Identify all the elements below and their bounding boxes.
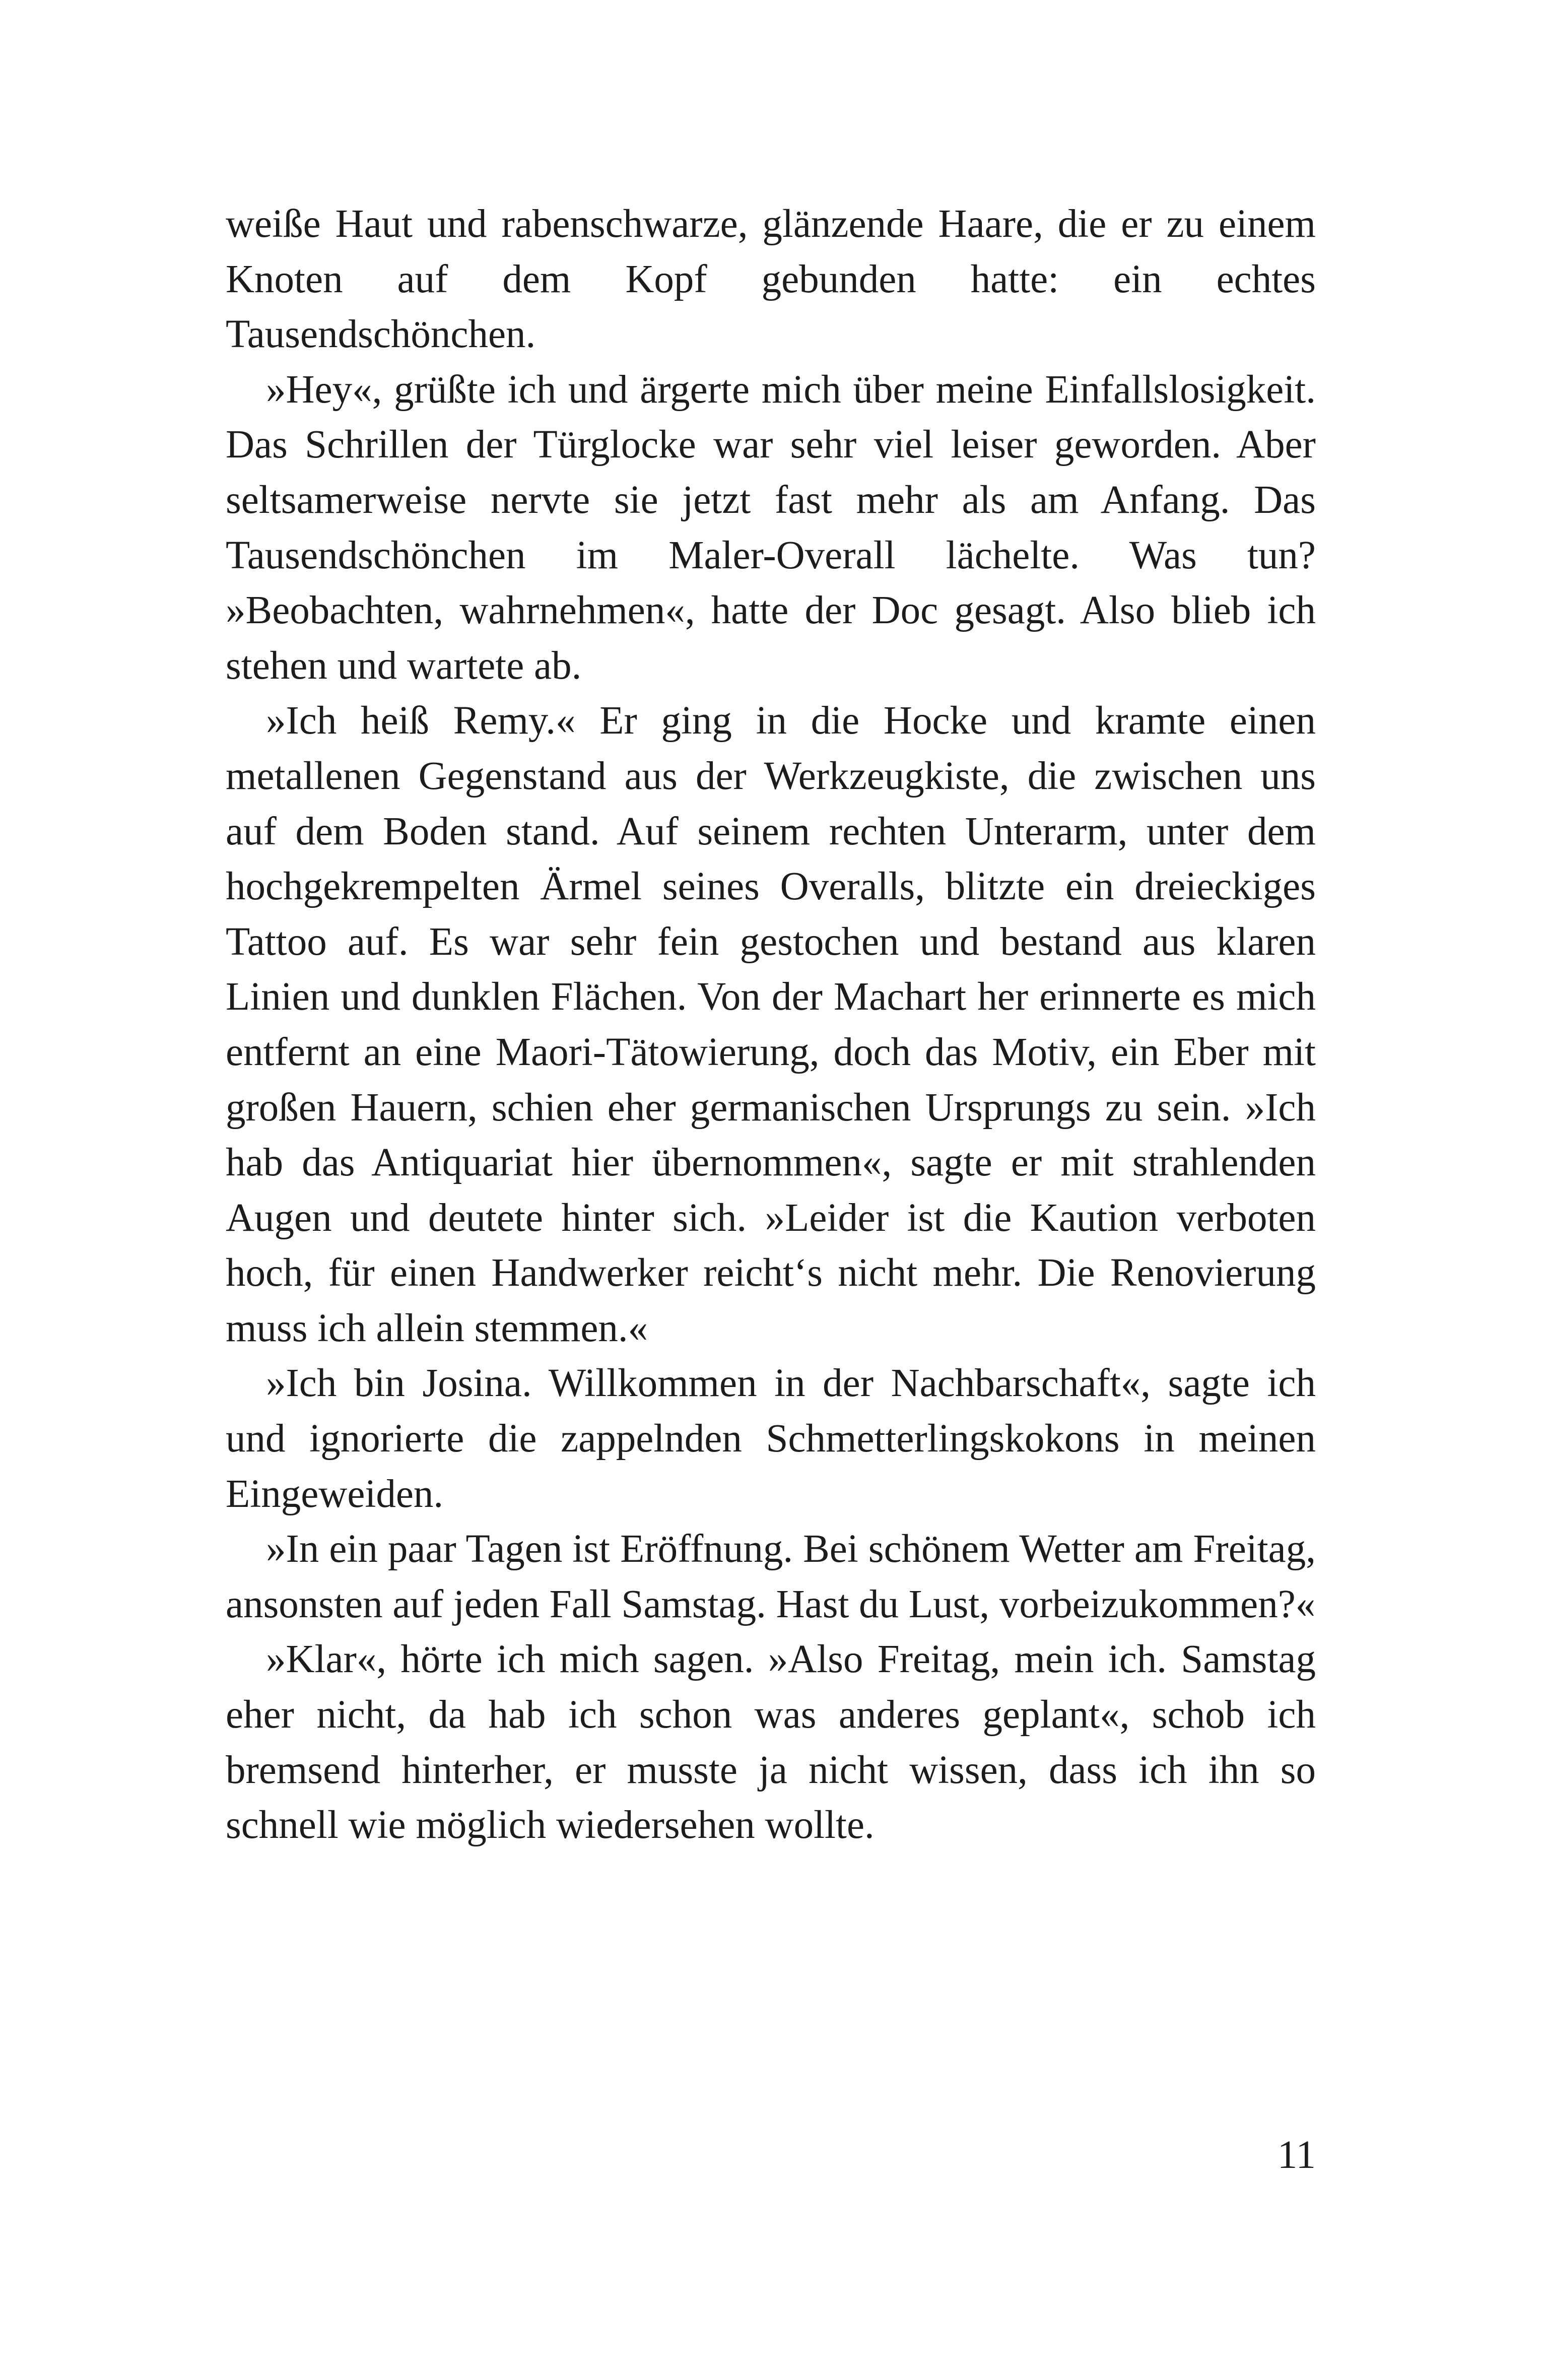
paragraph-eroeffnung: »In ein paar Tagen ist Eröffnung. Bei schönem Wetter am Freitag, ansonsten auf jeden Fall Samstag. Hast du Lust, vorbeizukommen?« bbox=[226, 1527, 1316, 1626]
paragraph-klar: »Klar«, hörte ich mich sagen. »Also Freitag, mein ich. Samstag eher nicht, da hab ich schon was anderes geplant«, schob ich bremsend hinterher, er musste ja nicht wissen, dass ich ihn so schnell wie möglich wiedersehen wollte. bbox=[226, 1637, 1316, 1847]
page-number: 11 bbox=[1277, 2133, 1316, 2177]
paragraph-josina: »Ich bin Josina. Willkommen in der Nachbarschaft«, sagte ich und ignorierte die zappelnden Schmetterlingskokons in meinen Eingeweiden. bbox=[226, 1361, 1316, 1516]
body-text bbox=[226, 196, 1316, 1853]
paragraph-continuation: weiße Haut und rabenschwarze, glänzende Haare, die er zu einem Knoten auf dem Kopf gebunden hatte: ein echtes Tausendschönchen. bbox=[226, 202, 1316, 357]
paragraph-hey: »Hey«, grüßte ich und ärgerte mich über meine Einfallslosigkeit. Das Schrillen der Türglocke war sehr viel leiser geworden. Aber seltsamerweise nervte sie jetzt fast mehr als am Anfang. Das Tausendschönchen im Maler-Overall lächelte. Was tun? »Beobachten, wahrnehmen«, hatte der Doc gesagt. Also blieb ich stehen und wartete ab. bbox=[226, 367, 1316, 688]
paragraph-remy: »Ich heiß Remy.« Er ging in die Hocke und kramte einen metallenen Gegenstand aus der Werkzeugkiste, die zwischen uns auf dem Boden stand. Auf seinem rechten Unterarm, unter dem hochgekrempelten Ärmel seines Overalls, blitzte ein dreieckiges Tattoo auf. Es war sehr fein gestochen und bestand aus klaren Linien und dunklen Flächen. Von der Machart her erinnerte es mich entfernt an eine Maori-Tätowierung, doch das Motiv, ein Eber mit großen Hauern, schien eher germanischen Ursprungs zu sein. »Ich hab das Antiquariat hier übernommen«, sagte er mit strahlenden Augen und deutete hinter sich. »Leider ist die Kaution verboten hoch, für einen Handwerker reicht‘s nicht mehr. Die Renovierung muss ich allein stemmen.« bbox=[226, 699, 1316, 1350]
